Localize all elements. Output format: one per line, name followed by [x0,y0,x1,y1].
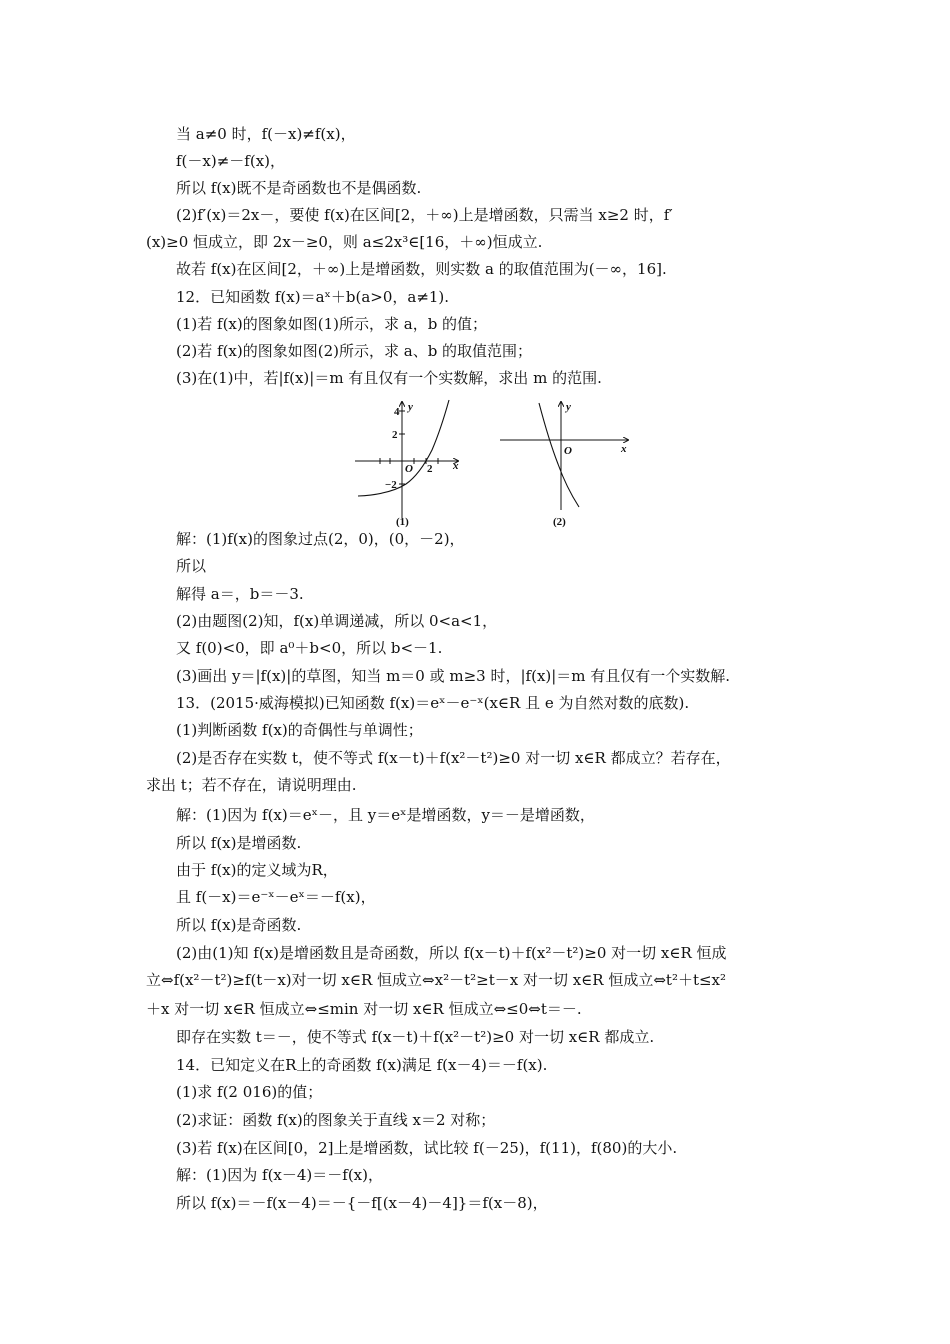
graph-2-origin-label: O [564,445,572,457]
text-line: 即存在实数 t＝－，使不等式 f(x－t)＋f(x²－t²)≥0 对一切 x∈R 都成立. [176,1028,655,1046]
graph-2-curve [539,403,579,507]
text-line: (2)由(1)知 f(x)是增函数且是奇函数，所以 f(x－t)＋f(x²－t²)≥0 对一切 x∈R 恒成 [176,944,727,962]
function-graphs-figure [350,398,640,533]
graph-1 [355,400,459,528]
graphs-svg [350,398,640,533]
text-line: 求出 t；若不存在，请说明理由. [146,776,357,794]
text-line: (2)是否存在实数 t，使不等式 f(x－t)＋f(x²－t²)≥0 对一切 x∈R 都成立？若存在， [176,749,731,767]
text-line: 所以 f(x)＝－f(x－4)＝－{－f[(x－4)－4]}＝f(x－8)， [176,1194,548,1212]
text-line: 立⇔f(x²－t²)≥f(t－x)对一切 x∈R 恒成立⇔x²－t²≥t－x 对一切 x∈R 恒成立⇔t²＋t≤x² [146,971,727,989]
graph-2-y-label: y [566,401,571,413]
text-line: ＋x 对一切 x∈R 恒成立⇔≤min 对一切 x∈R 恒成立⇔≤0⇔t＝－. [146,1000,582,1018]
text-line: f(－x)≠－f(x)， [176,152,285,170]
graph-1-tick-label: 2 [392,429,398,441]
problem-14-heading: 14．已知定义在R上的奇函数 f(x)满足 f(x－4)＝－f(x). [176,1056,548,1074]
text-line: (3)在(1)中，若|f(x)|＝m 有且仅有一个实数解，求出 m 的范围. [176,369,602,387]
text-line: 由于 f(x)的定义域为R， [176,861,338,879]
graph-2-caption: (2) [553,516,566,528]
text-line: (1)判断函数 f(x)的奇偶性与单调性； [176,721,423,739]
text-line: 故若 f(x)在区间[2，＋∞)上是增函数，则实数 a 的取值范围为(－∞，16]. [176,260,667,278]
text-line: (1)若 f(x)的图象如图(1)所示，求 a，b 的值； [176,315,488,333]
text-line: 解得 a＝，b＝－3. [176,585,304,603]
graph-2 [500,401,628,528]
graph-1-x-label: x [453,460,459,472]
problem-12-heading: 12．已知函数 f(x)＝aˣ＋b(a>0，a≠1). [176,288,450,306]
problem-13-heading: 13．(2015·威海模拟)已知函数 f(x)＝eˣ－e⁻ˣ(x∈R 且 e 为自然对数的底数). [176,694,690,712]
graph-1-curve [358,400,449,496]
text-line: 解：(1)因为 f(x－4)＝－f(x)， [176,1166,383,1184]
text-line: (3)若 f(x)在区间[0，2]上是增函数，试比较 f(－25)，f(11)，f(80)的大小. [176,1139,678,1157]
text-line: (2)由题图(2)知，f(x)单调递减，所以 0<a<1， [176,612,498,630]
text-line: (3)画出 y＝|f(x)|的草图，知当 m＝0 或 m≥3 时，|f(x)|＝m 有且仅有一个实数解. [176,667,731,685]
text-line: 当 a≠0 时，f(－x)≠f(x)， [176,125,356,143]
text-line: 解：(1)f(x)的图象过点(2，0)，(0，－2)， [176,530,465,548]
text-line: (2)求证：函数 f(x)的图象关于直线 x＝2 对称； [176,1111,496,1129]
graph-1-origin-label: O [405,463,413,475]
text-line: 所以 f(x)是增函数. [176,834,302,852]
text-line: (1)求 f(2 016)的值； [176,1083,323,1101]
text-line: (x)≥0 恒成立，即 2x－≥0，则 a≤2x³∈[16，＋∞)恒成立. [146,233,543,251]
text-line: 解：(1)因为 f(x)＝eˣ－，且 y＝eˣ是增函数，y＝－是增函数， [176,806,595,824]
graph-1-y-label: y [408,401,413,413]
graph-1-caption: (1) [396,516,409,528]
graph-1-tick-label: 4 [394,406,400,418]
text-line: 所以 [176,557,207,575]
graph-1-tick-label: −2 [385,479,397,491]
text-line: (2)若 f(x)的图象如图(2)所示，求 a、b 的取值范围； [176,342,533,360]
graph-1-tick-label: 2 [427,463,433,475]
text-line: (2)f′(x)＝2x－，要使 f(x)在区间[2，＋∞)上是增函数，只需当 x≥2 时，f′ [176,206,673,224]
text-line: 又 f(0)<0，即 a⁰＋b<0，所以 b<－1. [176,639,443,657]
text-line: 且 f(－x)＝e⁻ˣ－eˣ＝－f(x)， [176,888,376,906]
text-line: 所以 f(x)既不是奇函数也不是偶函数. [176,179,422,197]
text-line: 所以 f(x)是奇函数. [176,916,302,934]
graph-2-x-label: x [621,443,627,455]
